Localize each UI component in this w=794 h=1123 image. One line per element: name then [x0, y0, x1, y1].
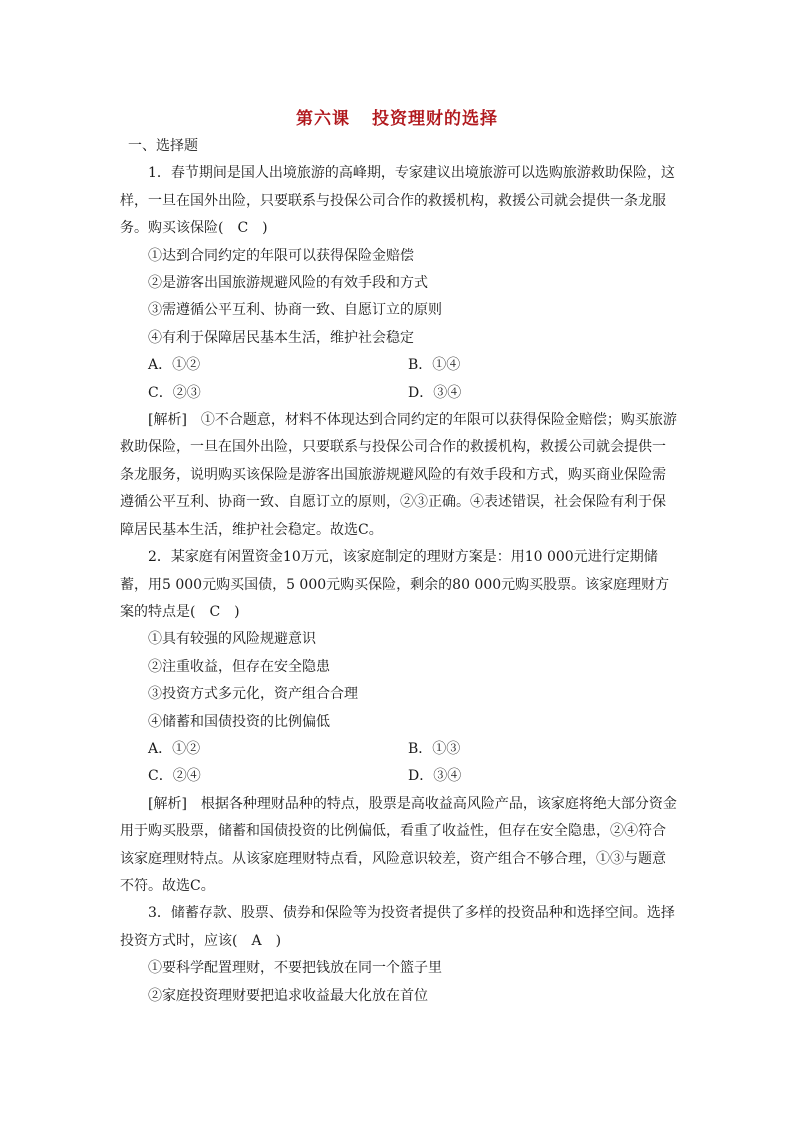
question-1-analysis: [解析] ①不合题意，材料不体现达到合同约定的年限可以获得保险金赔偿；购买旅游救助保险，一旦在国外出险，只要联系与投保公司合作的救援机构，救援公司就会提供一条龙服务，说明购买该保险是游客出国旅游规避风险的有效手段和方式，购买商业保险需遵循公平互利、协商一致、自愿订立的原则，②③正确。④表述错误，社会保险有利于保障居民基本生活，维护社会稳定。故选C。	[120, 412, 677, 538]
question-1-option-d: D．③④	[408, 384, 462, 401]
question-1-option-c: C．②③	[148, 384, 201, 401]
question-1-stem: 1．春节期间是国人出境旅游的高峰期，专家建议出境旅游可以选购旅游救助保险，这样，一旦在国外出险，只要联系与投保公司合作的救援机构，救援公司就会提供一条龙服务。购买该保险( C )	[120, 165, 675, 237]
section-heading: 一、选择题	[128, 138, 198, 154]
question-2-item-2: ②注重收益，但存在安全隐患	[148, 658, 330, 675]
question-2-item-4: ④储蓄和国债投资的比例偏低	[148, 713, 330, 730]
question-2-options-row-1	[120, 736, 678, 763]
question-3-item-2: ②家庭投资理财要把追求收益最大化放在首位	[148, 987, 428, 1004]
lesson-number: 第六课	[296, 109, 350, 129]
question-1-item-2: ②是游客出国旅游规避风险的有效手段和方式	[148, 275, 428, 292]
question-2-option-d: D．③④	[408, 768, 462, 785]
question-1-item-3: ③需遵循公平互利、协商一致、自愿订立的原则	[148, 302, 442, 319]
question-1-option-b: B．①④	[408, 357, 461, 374]
question-2-item-3: ③投资方式多元化，资产组合合理	[148, 686, 358, 703]
question-2-option-a: A．①②	[148, 740, 201, 757]
question-3-item-1: ①要科学配置理财，不要把钱放在同一个篮子里	[148, 960, 442, 977]
question-3-stem: 3．储蓄存款、股票、债券和保险等为投资者提供了多样的投资品种和选择空间。选择投资方式时，应该( A )	[120, 905, 675, 949]
question-2-option-b: B．①③	[408, 740, 461, 757]
question-2-stem: 2．某家庭有闲置资金10万元，该家庭制定的理财方案是：用10 000元进行定期储蓄，用5 000元购买国债，5 000元购买保险，剩余的80 000元购买股票。该家庭理财方案的特点是( C )	[120, 549, 670, 620]
question-1-item-1: ①达到合同约定的年限可以获得保险金赔偿	[148, 247, 414, 264]
question-2-item-1: ①具有较强的风险规避意识	[148, 631, 316, 648]
question-1-option-a: A．①②	[148, 357, 201, 374]
question-content	[120, 133, 678, 1010]
lesson-name: 投资理财的选择	[372, 109, 498, 129]
question-1-item-4: ④有利于保障居民基本生活，维护社会稳定	[148, 329, 414, 346]
lesson-title	[0, 104, 794, 129]
question-1-options-row-1	[120, 352, 678, 379]
question-2-options-row-2	[120, 763, 678, 790]
question-2-analysis: [解析] 根据各种理财品种的特点，股票是高收益高风险产品，该家庭将绝大部分资金用于购买股票，储蓄和国债投资的比例偏低，看重了收益性，但存在安全隐患，②④符合该家庭理财特点。从该家庭理财特点看，风险意识较差，资产组合不够合理，①③与题意不符。故选C。	[120, 795, 677, 894]
question-2-option-c: C．②④	[148, 768, 201, 785]
question-1-options-row-2	[120, 380, 678, 407]
